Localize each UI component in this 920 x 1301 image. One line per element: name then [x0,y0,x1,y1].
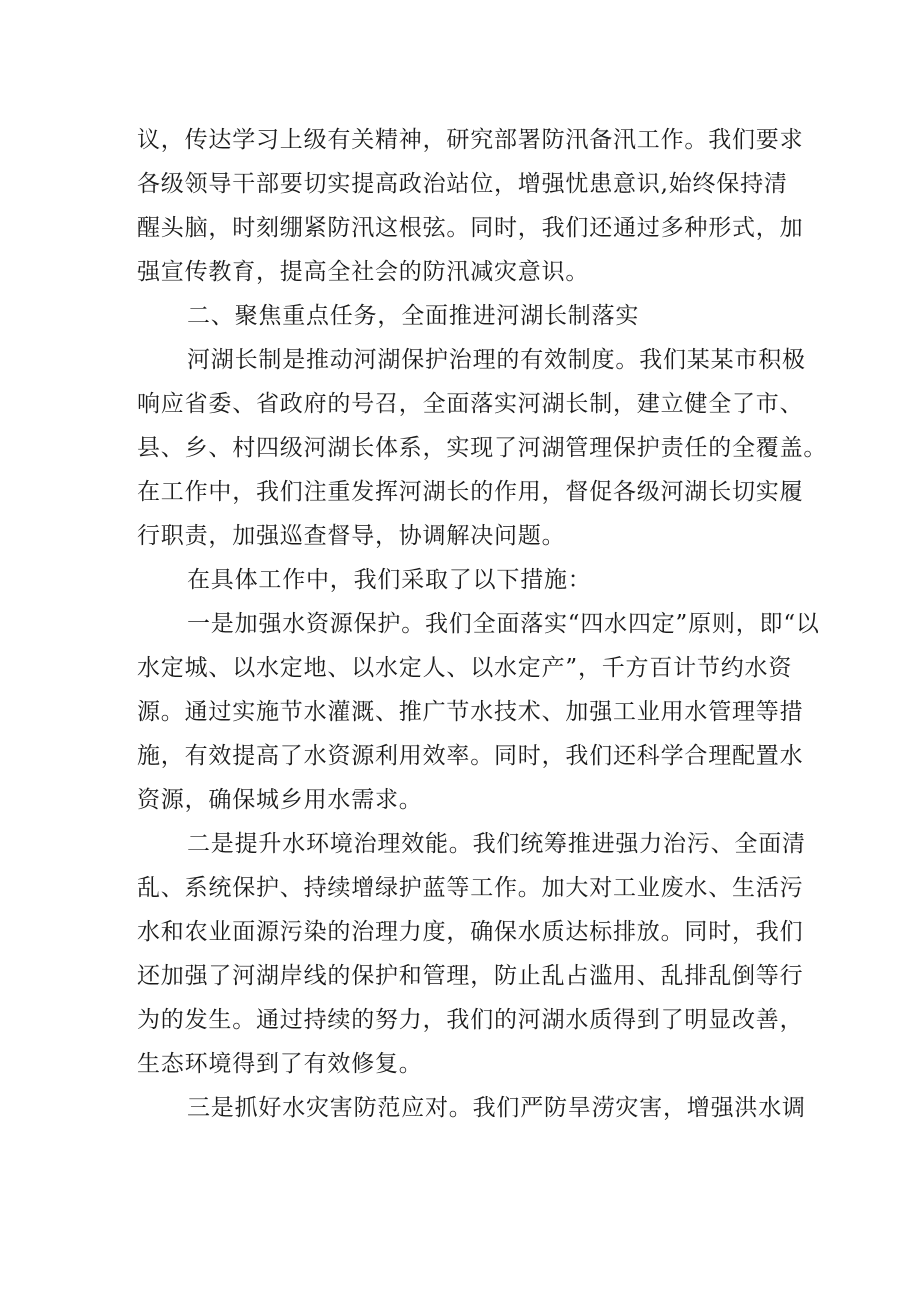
text-line: 还加强了河湖岸线的保护和管理，防止乱占滥用、乱排乱倒等行 [137,963,804,989]
text-line: 醒头脑，时刻绷紧防汛这根弦。同时，我们还通过多种形式，加 [137,215,804,241]
section-heading: 二、聚焦重点任务，全面推进河湖长制落实 [187,303,640,329]
text-line: 县、乡、村四级河湖长体系，实现了河湖管理保护责任的全覆盖。 [137,435,828,461]
text-line: 源。通过实施节水灌溉、推广节水技术、加强工业用水管理等措 [137,699,804,725]
text-line: 议，传达学习上级有关精神，研究部署防汛备汛工作。我们要求 [137,127,804,153]
text-line: 河湖长制是推动河湖保护治理的有效制度。我们某某市积极 [187,347,806,373]
text-line: 行职责，加强巡查督导，协调解决问题。 [137,523,566,549]
text-line: 二是提升水环境治理效能。我们统筹推进强力治污、全面清 [187,831,806,857]
text-line: 施，有效提高了水资源利用效率。同时，我们还科学合理配置水 [137,743,804,769]
text-line: 在工作中，我们注重发挥河湖长的作用，督促各级河湖长切实履 [137,479,804,505]
text-line: 响应省委、省政府的号召，全面落实河湖长制，建立健全了市、 [137,391,804,417]
text-line: 各级领导干部要切实提高政治站位，增强忧患意识,始终保持清 [137,171,788,197]
text-line: 资源，确保城乡用水需求。 [137,787,423,813]
text-line: 为的发生。通过持续的努力，我们的河湖水质得到了明显改善， [137,1007,804,1033]
text-line: 一是加强水资源保护。我们全面落实“四水四定”原则，即“以 [187,611,820,637]
text-line: 乱、系统保护、持续增绿护蓝等工作。加大对工业废水、生活污 [137,875,804,901]
text-line: 在具体工作中，我们采取了以下措施： [187,567,592,593]
text-line: 水定城、以水定地、以水定人、以水定产”，千方百计节约水资 [137,655,793,681]
text-line: 强宣传教育，提高全社会的防汛减灾意识。 [137,259,590,285]
text-line: 三是抓好水灾害防范应对。我们严防旱涝灾害，增强洪水调 [187,1095,806,1121]
body-text [137,118,828,1130]
text-line: 生态环境得到了有效修复。 [137,1051,423,1077]
text-line: 水和农业面源污染的治理力度，确保水质达标排放。同时，我们 [137,919,804,945]
